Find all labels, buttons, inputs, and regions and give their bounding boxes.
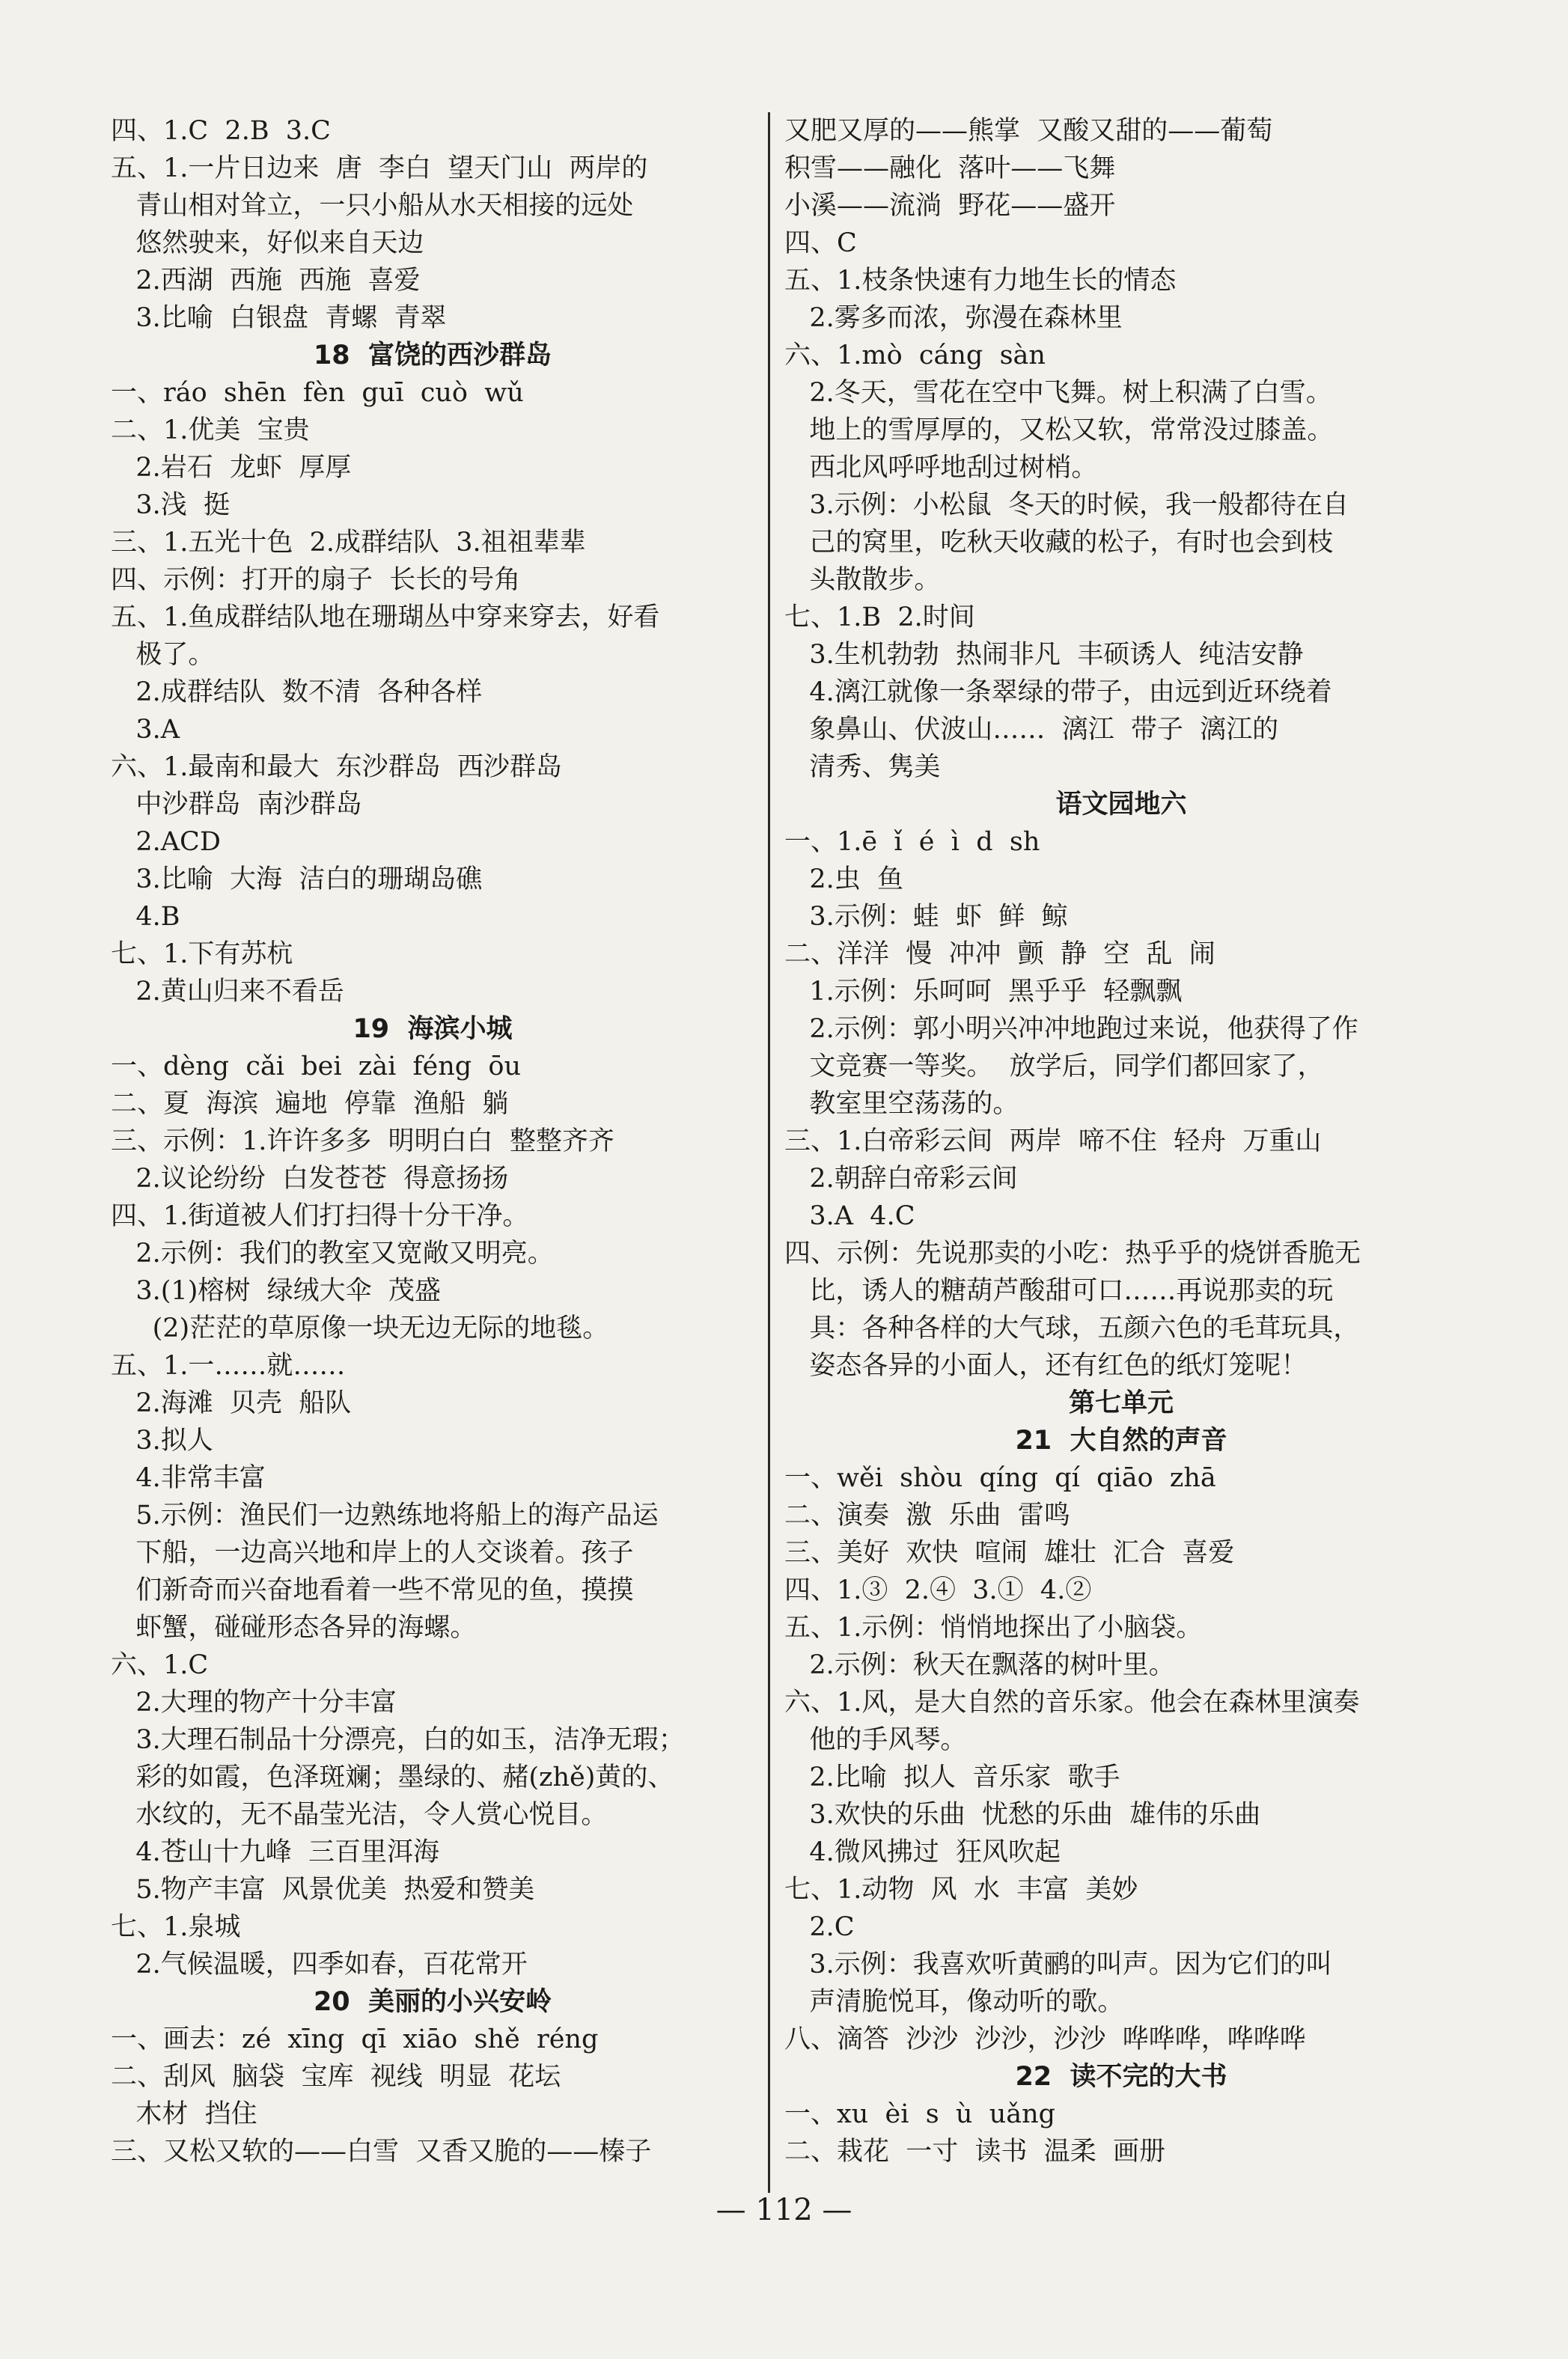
answer-line: 2.ACD xyxy=(111,827,221,857)
answer-line: 二、1.优美 宝贵 xyxy=(111,415,310,445)
answer-line: 3.(1)榕树 绿绒大伞 茂盛 xyxy=(111,1276,441,1306)
answer-line: 声清脆悦耳，像动听的歌。 xyxy=(784,1987,1124,2017)
answer-line: 木材 挡住 xyxy=(111,2099,257,2129)
answer-line: 二、栽花 一寸 读书 温柔 画册 xyxy=(784,2137,1166,2167)
answer-line: 五、1.一……就…… xyxy=(111,1351,346,1381)
answer-line: 2.大理的物产十分丰富 xyxy=(111,1688,397,1718)
answer-line: 四、1.③ 2.④ 3.① 4.② xyxy=(784,1575,1092,1605)
answer-line: 比，诱人的糖葫芦酸甜可口……再说那卖的玩 xyxy=(784,1276,1334,1306)
answer-line: 3.拟人 xyxy=(111,1426,213,1456)
answer-line: 三、美好 欢快 喧闹 雄壮 汇合 喜爱 xyxy=(784,1538,1235,1568)
answer-line: 六、1.最南和最大 东沙群岛 西沙群岛 xyxy=(111,752,562,782)
section-heading: 22 读不完的大书 xyxy=(1015,2062,1227,2092)
answer-line: 六、1.mò cáng sàn xyxy=(784,341,1046,370)
answer-line: 4.B xyxy=(111,902,180,932)
answer-line: 三、1.白帝彩云间 两岸 啼不住 轻舟 万重山 xyxy=(784,1126,1322,1156)
answer-line: 3.示例：我喜欢听黄鹂的叫声。因为它们的叫 xyxy=(784,1950,1332,1980)
answer-line: 2.雾多而浓，弥漫在森林里 xyxy=(784,303,1123,333)
answer-line: 四、示例：打开的扇子 长长的号角 xyxy=(111,565,521,595)
answer-line: 2.海滩 贝壳 船队 xyxy=(111,1388,352,1418)
answer-line: 3.生机勃勃 热闹非凡 丰硕诱人 纯洁安静 xyxy=(784,640,1304,670)
section-heading: 19 海滨小城 xyxy=(353,1014,513,1044)
answer-line: 虾蟹，碰碰形态各异的海螺。 xyxy=(111,1613,477,1643)
answer-line: 六、1.风，是大自然的音乐家。他会在森林里演奏 xyxy=(784,1688,1360,1718)
answer-line: 5.示例：渔民们一边熟练地将船上的海产品运 xyxy=(111,1501,659,1531)
answer-line: 己的窝里，吃秋天收藏的松子，有时也会到枝 xyxy=(784,528,1334,558)
answer-line: 五、1.一片日边来 唐 李白 望天门山 两岸的 xyxy=(111,153,648,183)
answer-line: 三、又松又软的——白雪 又香又脆的——榛子 xyxy=(111,2137,652,2167)
answer-line: 2.冬天，雪花在空中飞舞。树上积满了白雪。 xyxy=(784,378,1332,408)
answer-line: 2.岩石 龙虾 厚厚 xyxy=(111,453,352,483)
answer-line: 3.大理石制品十分漂亮，白的如玉，洁净无瑕； xyxy=(111,1725,685,1755)
answer-line: 2.示例：秋天在飘落的树叶里。 xyxy=(784,1650,1175,1680)
answer-line: 积雪——融化 落叶——飞舞 xyxy=(784,153,1116,183)
answer-line: 又肥又厚的——熊掌 又酸又甜的——葡萄 xyxy=(784,116,1273,146)
answer-line: 2.西湖 西施 西施 喜爱 xyxy=(111,266,421,296)
answer-line: 中沙群岛 南沙群岛 xyxy=(111,790,362,820)
section-heading: 语文园地六 xyxy=(1055,790,1187,820)
answer-line: 4.非常丰富 xyxy=(111,1463,266,1493)
section-heading: 20 美丽的小兴安岭 xyxy=(313,1987,552,2017)
answer-line: 一、1.ē ǐ é ì d sh xyxy=(784,827,1040,857)
answer-line: 四、示例：先说那卖的小吃：热乎乎的烧饼香脆无 xyxy=(784,1239,1361,1269)
answer-line: 姿态各异的小面人，还有红色的纸灯笼呢！ xyxy=(784,1351,1308,1381)
answer-line: 五、1.示例：悄悄地探出了小脑袋。 xyxy=(784,1613,1203,1643)
answer-line: 4.微风拂过 狂风吹起 xyxy=(784,1837,1061,1867)
answer-line: 水纹的，无不晶莹光洁，令人赏心悦目。 xyxy=(111,1800,608,1830)
answer-line: 一、画去：zé xīng qī xiāo shě réng xyxy=(111,2024,599,2054)
answer-line: 四、C xyxy=(784,228,857,258)
answer-line: 小溪——流淌 野花——盛开 xyxy=(784,191,1116,221)
answer-line: 三、1.五光十色 2.成群结队 3.祖祖辈辈 xyxy=(111,528,586,558)
answer-line: 们新奇而兴奋地看着一些不常见的鱼，摸摸 xyxy=(111,1575,634,1605)
answer-line: 一、ráo shēn fèn guī cuò wǔ xyxy=(111,378,524,408)
answer-line: 2.C xyxy=(784,1912,855,1942)
answer-line: 五、1.鱼成群结队地在珊瑚丛中穿来穿去，好看 xyxy=(111,602,660,632)
answer-line: 1.示例：乐呵呵 黑乎乎 轻飘飘 xyxy=(784,977,1183,1007)
section-heading: 第七单元 xyxy=(1068,1388,1174,1418)
answer-line: 他的手风琴。 xyxy=(784,1725,967,1755)
left-column xyxy=(111,112,754,2170)
section-heading: 21 大自然的声音 xyxy=(1015,1426,1227,1456)
answer-line: 2.议论纷纷 白发苍苍 得意扬扬 xyxy=(111,1164,509,1194)
answer-line: 一、dèng cǎi bei zài féng ōu xyxy=(111,1052,522,1081)
answer-line: 4.漓江就像一条翠绿的带子，由远到近环绕着 xyxy=(784,677,1332,707)
answer-line: 头散散步。 xyxy=(784,565,941,595)
page-number: — 112 — xyxy=(716,2193,852,2227)
answer-line: (2)茫茫的草原像一块无边无际的地毯。 xyxy=(111,1313,609,1343)
right-column xyxy=(784,112,1458,2170)
answer-line: 二、夏 海滨 遍地 停靠 渔船 躺 xyxy=(111,1089,509,1119)
answer-line: 2.气候温暖，四季如春，百花常开 xyxy=(111,1950,528,1980)
answer-line: 一、wěi shòu qíng qí qiāo zhā xyxy=(784,1463,1216,1493)
answer-line: 文竞赛一等奖。 放学后，同学们都回家了， xyxy=(784,1052,1324,1081)
answer-line: 3.示例：小松鼠 冬天的时候，我一般都待在自 xyxy=(784,490,1349,520)
answer-line: 二、演奏 激 乐曲 雷鸣 xyxy=(784,1501,1070,1531)
answer-line: 彩的如霞，色泽斑斓；墨绿的、赭(zhě)黄的、 xyxy=(111,1763,674,1792)
answer-line: 2.示例：郭小明兴冲冲地跑过来说，他获得了作 xyxy=(784,1014,1358,1044)
answer-line: 象鼻山、伏波山…… 漓江 带子 漓江的 xyxy=(784,715,1279,745)
answer-line: 2.朝辞白帝彩云间 xyxy=(784,1164,1018,1194)
answer-line: 八、滴答 沙沙 沙沙，沙沙 哗哗哗，哗哗哗 xyxy=(784,2024,1306,2054)
answer-line: 3.欢快的乐曲 忧愁的乐曲 雄伟的乐曲 xyxy=(784,1800,1261,1830)
answer-line: 一、xu èi s ù uǎng xyxy=(784,2099,1056,2129)
answer-line: 3.比喻 白银盘 青螺 青翠 xyxy=(111,303,447,333)
answer-line: 3.A 4.C xyxy=(784,1201,915,1231)
answer-line: 二、刮风 脑袋 宝库 视线 明显 花坛 xyxy=(111,2062,561,2092)
answer-line: 七、1.动物 风 水 丰富 美妙 xyxy=(784,1875,1138,1905)
answer-line: 五、1.枝条快速有力地生长的情态 xyxy=(784,266,1177,296)
column-divider xyxy=(768,112,770,2193)
answer-line: 5.物产丰富 风景优美 热爱和赞美 xyxy=(111,1875,535,1905)
answer-line: 2.比喻 拟人 音乐家 歌手 xyxy=(784,1763,1120,1792)
answer-line: 四、1.街道被人们打扫得十分干净。 xyxy=(111,1201,529,1231)
answer-line: 七、1.下有苏杭 xyxy=(111,939,293,969)
answer-line: 3.浅 挺 xyxy=(111,490,231,520)
answer-line: 4.苍山十九峰 三百里洱海 xyxy=(111,1837,440,1867)
answer-line: 地上的雪厚厚的，又松又软，常常没过膝盖。 xyxy=(784,415,1334,445)
answer-line: 二、洋洋 慢 冲冲 颤 静 空 乱 闹 xyxy=(784,939,1215,969)
answer-line: 七、1.泉城 xyxy=(111,1912,241,1942)
answer-line: 极了。 xyxy=(111,640,215,670)
answer-line: 四、1.C 2.B 3.C xyxy=(111,116,331,146)
answer-line: 3.A xyxy=(111,715,180,745)
answer-line: 3.示例：蛙 虾 鲜 鲸 xyxy=(784,902,1068,932)
answer-line: 具：各种各样的大气球，五颜六色的毛茸玩具， xyxy=(784,1313,1360,1343)
section-heading: 18 富饶的西沙群岛 xyxy=(313,341,552,370)
answer-line: 三、示例：1.许许多多 明明白白 整整齐齐 xyxy=(111,1126,614,1156)
answer-line: 教室里空荡荡的。 xyxy=(784,1089,1019,1119)
answer-line: 2.虫 鱼 xyxy=(784,864,904,894)
answer-line: 2.黄山归来不看岳 xyxy=(111,977,344,1007)
answer-line: 2.示例：我们的教室又宽敞又明亮。 xyxy=(111,1239,554,1269)
answer-line: 悠然驶来，好似来自天边 xyxy=(111,228,424,258)
answer-line: 2.成群结队 数不清 各种各样 xyxy=(111,677,483,707)
answer-line: 西北风呼呼地刮过树梢。 xyxy=(784,453,1098,483)
answer-line: 清秀、隽美 xyxy=(784,752,941,782)
answer-line: 青山相对耸立，一只小船从水天相接的远处 xyxy=(111,191,634,221)
answer-line: 六、1.C xyxy=(111,1650,209,1680)
answer-line: 3.比喻 大海 洁白的珊瑚岛礁 xyxy=(111,864,483,894)
answer-line: 下船，一边高兴地和岸上的人交谈着。孩子 xyxy=(111,1538,634,1568)
answer-line: 七、1.B 2.时间 xyxy=(784,602,975,632)
